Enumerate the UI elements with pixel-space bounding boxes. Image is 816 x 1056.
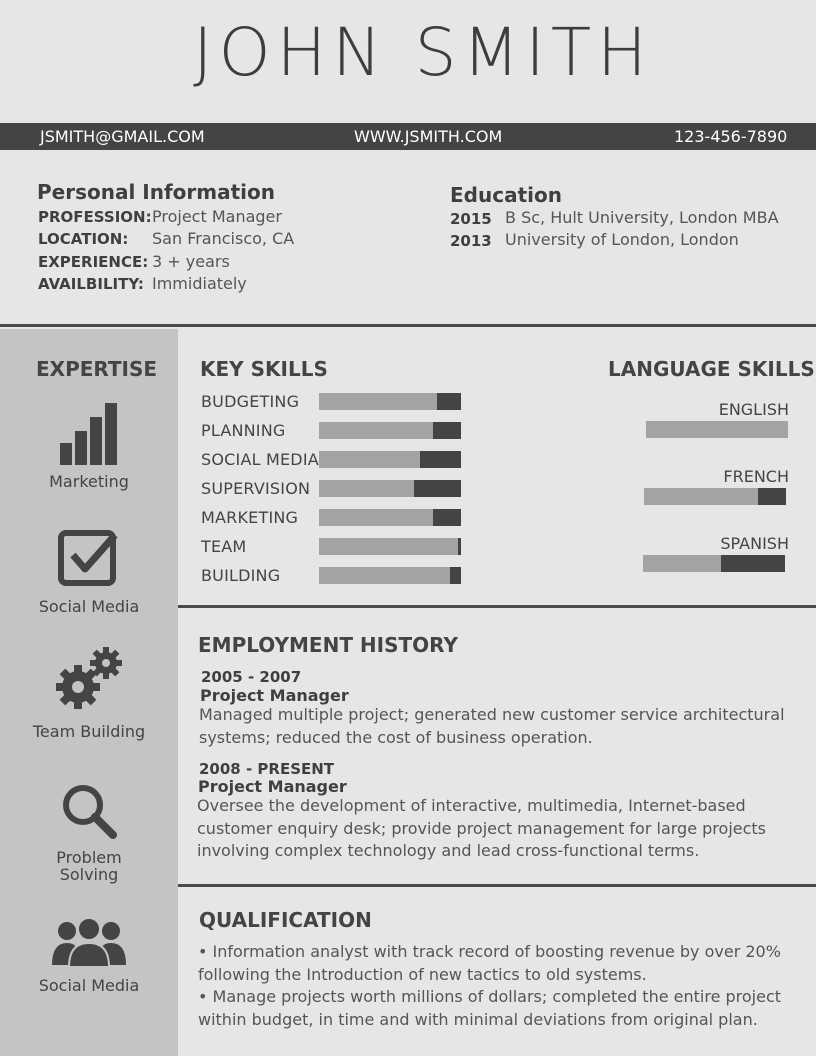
divider <box>0 324 816 327</box>
personal-label: AVAILBILITY: <box>38 275 144 293</box>
personal-value: 3 + years <box>152 252 230 271</box>
key-skill-bar-remainder <box>458 538 461 555</box>
key-skill-bar <box>319 509 461 526</box>
key-skill-bar-remainder <box>437 393 461 410</box>
job-description-line: involving complex technology and lead cross-functional terms. <box>197 841 700 860</box>
qualification-line: • Information analyst with track record of boosting revenue by over 20% <box>198 942 781 961</box>
key-skill-label: BUDGETING <box>201 392 300 411</box>
divider <box>178 605 816 608</box>
job-description-line: systems; reduced the cost of business operation. <box>199 727 593 747</box>
expertise-sidebar <box>0 329 178 1056</box>
job-description-line: Oversee the development of interactive, multimedia, Internet-based <box>197 796 746 815</box>
key-skill-bar-remainder <box>450 567 461 584</box>
education-detail: University of London, London <box>505 230 739 249</box>
language-skill-label: ENGLISH <box>718 400 789 419</box>
language-skill-bar <box>644 488 786 505</box>
expertise-label: Social Media <box>38 597 140 616</box>
key-skill-bar <box>319 393 461 410</box>
language-skill-bar-remainder <box>721 555 785 572</box>
people-icon <box>0 917 178 969</box>
bar-chart-icon <box>0 403 178 467</box>
key-skill-bar-remainder <box>433 509 461 526</box>
key-skill-bar-remainder <box>420 451 461 468</box>
checkbox-icon <box>0 525 178 589</box>
job-role: Project Manager <box>200 686 349 705</box>
key-skill-label: SOCIAL MEDIA <box>201 450 319 469</box>
key-skill-bar <box>319 422 461 439</box>
key-skill-bar <box>319 567 461 584</box>
personal-value: San Francisco, CA <box>152 229 295 248</box>
job-period: 2005 - 2007 <box>201 668 302 686</box>
key-skill-label: MARKETING <box>201 508 299 527</box>
job-description-line: Managed multiple project; generated new customer service architectural <box>199 705 785 724</box>
employment-title: EMPLOYMENT HISTORY <box>198 633 458 657</box>
qualification-title: QUALIFICATION <box>199 908 372 932</box>
education-year: 2013 <box>450 232 492 250</box>
key-skill-bar <box>319 538 461 555</box>
contact-email: JSMITH@GMAIL.COM <box>40 127 205 146</box>
language-skill-bar <box>643 555 785 572</box>
language-skills-title: LANGUAGE SKILLS <box>608 357 815 381</box>
language-skill-label: SPANISH <box>720 534 789 553</box>
key-skill-label: BUILDING <box>201 566 281 585</box>
key-skill-bar <box>319 451 461 468</box>
job-period: 2008 - PRESENT <box>199 760 335 778</box>
expertise-label: Social Media <box>38 976 140 995</box>
divider <box>178 884 816 887</box>
personal-value: Project Manager <box>152 207 282 226</box>
job-role: Project Manager <box>198 777 347 796</box>
job-description-line: customer enquiry desk; provide project management for large projects <box>197 818 767 838</box>
job-description <box>197 795 766 863</box>
expertise-title: EXPERTISE <box>36 357 158 381</box>
key-skill-label: SUPERVISION <box>201 479 311 498</box>
contact-bar <box>0 123 816 150</box>
key-skill-bar-remainder <box>433 422 461 439</box>
key-skill-bar-remainder <box>414 480 461 497</box>
language-skill-bar-remainder <box>758 488 786 505</box>
personal-info-title: Personal Information <box>37 180 275 204</box>
personal-label: PROFESSION: <box>38 208 152 226</box>
language-skill-bar <box>646 421 788 438</box>
key-skill-bar <box>319 480 461 497</box>
language-skill-label: FRENCH <box>723 467 789 486</box>
job-description <box>199 704 785 749</box>
personal-value: Immidiately <box>152 274 247 293</box>
expertise-label: Marketing <box>49 472 129 491</box>
gears-icon <box>0 645 178 711</box>
education-title: Education <box>450 183 562 207</box>
header <box>0 0 816 122</box>
personal-label: LOCATION: <box>38 230 129 248</box>
qualification-line: • Manage projects worth millions of dollars; completed the entire project <box>198 987 782 1006</box>
key-skills-title: KEY SKILLS <box>200 357 328 381</box>
qualification-line: within budget, in time and with minimal deviations from original plan. <box>198 1009 758 1029</box>
qualification-line: following the Introduction of new tactics to old systems. <box>198 964 647 984</box>
key-skill-label: TEAM <box>201 537 247 556</box>
education-detail: B Sc, Hult University, London MBA <box>505 208 779 227</box>
key-skill-label: PLANNING <box>201 421 286 440</box>
magnifier-icon <box>0 781 178 841</box>
qualification-text <box>198 941 781 1031</box>
personal-label: EXPERIENCE: <box>38 253 149 271</box>
contact-website: WWW.JSMITH.COM <box>354 127 503 146</box>
expertise-label: Problem Solving <box>56 848 122 884</box>
applicant-name: JOHN SMITH <box>193 14 653 91</box>
education-year: 2015 <box>450 210 492 228</box>
expertise-label: Team Building <box>32 722 146 741</box>
contact-phone: 123-456-7890 <box>674 127 788 146</box>
